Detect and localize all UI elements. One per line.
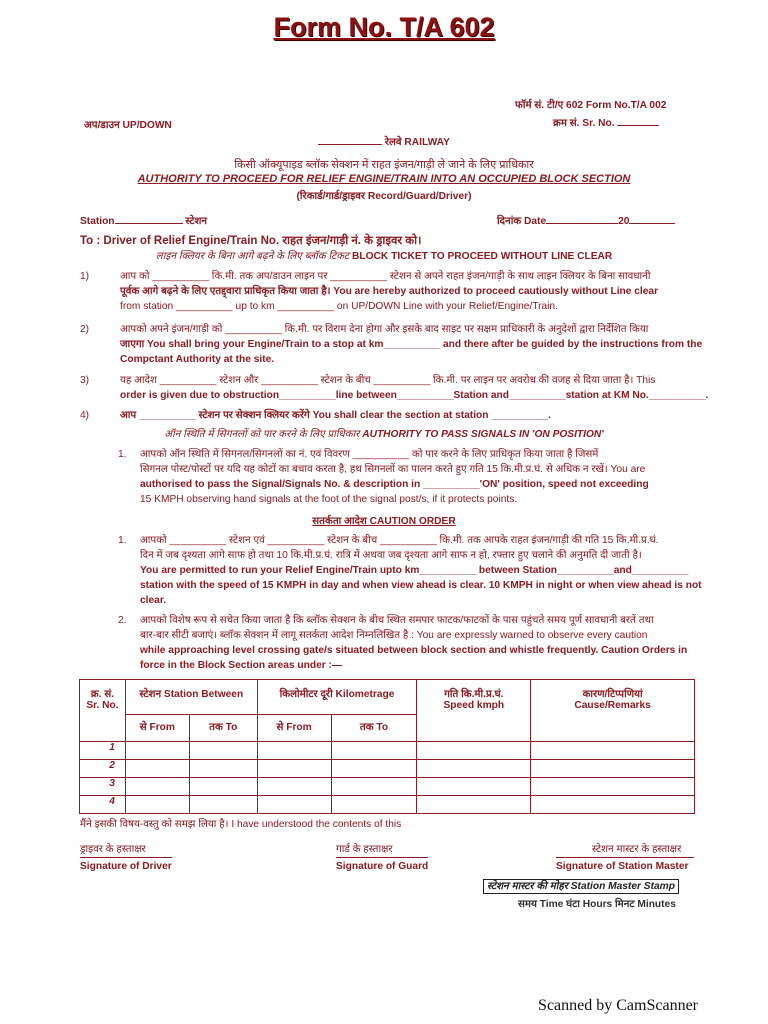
camscanner-watermark: Scanned by CamScanner — [538, 997, 698, 1014]
item-4-text: आप __________ स्टेशन पर सेक्शन क्लियर करेंगे You shall clear the section at station __________. — [120, 410, 551, 421]
signals-item-text: आपको ऑन स्थिति में सिगनल/सिगनलों का नं. एवं विवरण __________ को पार करने के लिए प्राधिकृत किया जाता है जिसमें सिगनल पोस्ट/पोस्टों पर यदि यह कोटों का बचाव करता है, हथ सिगनलों का पालन करते हुए गति 15 कि.मी.प्र.घं. से अधिक न रखें। You are authorised to pass the Signal/Signals No. & description in __________'ON' position, speed not exceeding 15 KMPH observing hand signals at the foot of the signal post/s, if it protects points. — [140, 449, 649, 505]
header-station-between: स्टेशन Station Between — [125, 680, 257, 715]
header-station-to: तक To — [189, 715, 257, 742]
header-speed: गति कि.मी.प्र.घं. Speed kmph — [417, 680, 531, 742]
header-cause-remarks: कारण/टिप्पणियां Cause/Remarks — [531, 680, 695, 742]
form-title: Form No. T/A 602 — [273, 12, 495, 42]
row-number: 2 — [80, 760, 126, 778]
guard-signature-hindi: गार्ड के हस्ताक्षर — [336, 844, 393, 855]
caution-item-2-number: 2. — [118, 615, 127, 626]
station-master-signature-label: Signature of Station Master — [556, 861, 689, 872]
guard-signature-label: Signature of Guard — [336, 861, 429, 872]
station-master-signature-hindi: स्टेशन मास्टर के हस्ताक्षर — [592, 844, 682, 855]
item-2-number: 2) — [80, 324, 90, 335]
copies-label: (रिकार्ड/गार्ड/ड्राइवर Record/Guard/Driver) — [296, 191, 472, 202]
item-3-text: यह आदेश __________ स्टेशन और __________ स्टेशन के बीच __________ कि.मी. पर लाइन पर अवरोध की वजह से दिया जाता है। This order is given due to obstruction__________line between__________Station and__________station at KM No.__________. — [120, 375, 709, 401]
station-master-stamp: स्टेशन मास्टर की मोहर Station Master Stamp — [483, 880, 679, 893]
header-sr-no: क्र. सं. Sr. No. — [80, 680, 126, 742]
heading-english: AUTHORITY TO PROCEED FOR RELIEF ENGINE/TRAIN INTO AN OCCUPIED BLOCK SECTION — [137, 173, 631, 185]
header-km-to: तक To — [331, 715, 417, 742]
header-kilometrage: किलोमीटर दूरी Kilometrage — [257, 680, 417, 715]
date-field: दिनांक Date 20 — [497, 215, 675, 228]
driver-signature-hindi: ड्राइवर के हस्ताक्षर — [80, 844, 146, 855]
row-number: 3 — [80, 778, 126, 796]
item-2-text: आपको अपने इंजन/गाड़ी को __________ कि.मी. पर विराम देना होगा और इसके बाद साइट पर सक्षम प्राधिकारी के अनुदेशों द्वारा निर्देशित किया जाएगा You shall bring your Engine/Train to a stop at km__________ and there after be guided by the instructions from the Compctant Authority at the site. — [120, 324, 703, 365]
block-ticket-heading: लाइन क्लियर के बिना आगे बढ़ने के लिए ब्लॉक टिकट BLOCK TICKET TO PROCEED WITHOUT LINE CLEAR — [155, 251, 613, 262]
understood-statement: मैंने इसकी विषय-वस्तु को समझ लिया है। I have understood the contents of this — [80, 819, 402, 830]
station-field: Station स्टेशन — [80, 216, 208, 227]
caution-order-table — [79, 679, 695, 814]
header-km-from: से From — [257, 715, 331, 742]
table-row — [80, 760, 695, 778]
item-3-number: 3) — [80, 375, 90, 386]
item-1-text: आप को __________ कि.मी. तक अप/डाउन लाइन पर __________ स्टेशन से अपने राहत इंजन/गाड़ी के साथ लाइन क्लियर के बिना सावधानी पूर्वक आगे बढ़ने के लिए एतद्द्वारा प्राधिकृत किया जाता है। You are hereby authorized to proceed cautiously without Line clear from station __________ up to km __________ on UP/DOWN Line with your Relief/Engine/Train. — [120, 271, 659, 312]
row-number: 1 — [80, 742, 126, 760]
caution-item-1-number: 1. — [118, 535, 127, 546]
signals-heading: ऑन स्थिति में सिगनलों को पार करने के लिए प्राधिकार AUTHORITY TO PASS SIGNALS IN 'ON POSITION' — [164, 429, 604, 440]
caution-heading: सतर्कता आदेश CAUTION ORDER — [312, 516, 456, 527]
serial-number-label: क्रम सं. Sr. No. — [553, 117, 659, 130]
driver-signature-line — [80, 857, 172, 858]
time-hours-minutes: समय Time घंटा Hours मिनट Minutes — [518, 899, 676, 910]
station-master-signature-line — [556, 857, 694, 858]
header-station-from: से From — [125, 715, 189, 742]
table-row — [80, 778, 695, 796]
table-row — [80, 742, 695, 760]
to-driver-line: To : Driver of Relief Engine/Train No. राहत इंजन/गाड़ी नं. के ड्राइवर को। — [80, 235, 422, 247]
signals-item-number: 1. — [118, 449, 127, 460]
guard-signature-line — [336, 857, 428, 858]
heading-hindi: किसी ऑक्यूपाइड ब्लॉक सेक्शन में राहत इंजन/गाड़ी ले जाने के लिए प्राधिकार — [234, 159, 534, 171]
up-down-label: अप/डाउन UP/DOWN — [84, 120, 172, 131]
caution-item-1-text: आपको __________ स्टेशन एवं __________ स्टेशन के बीच __________ कि.मी. तक आपके राहत इंजन/गाड़ी की गति 15 कि.मी.प्र.घं. दिन में जब दृश्यता आगे साफ हो तथा 10 कि.मी.प्र.घं. रात्रि में अथवा जब दृश्यता आगे साफ न हो, रफ्तार हुए चलाने की अनुमति दी जाती है। You are permitted to run your Relief Engine/Train upto km__________ between Station__________and__________ station with the speed of 15 KMPH in day and when view ahead is clear. 10 KMPH in night or when view ahead is not clear. — [140, 535, 702, 606]
item-4-number: 4) — [80, 410, 90, 421]
row-number: 4 — [80, 796, 126, 814]
driver-signature-label: Signature of Driver — [80, 861, 172, 872]
item-1-number: 1) — [80, 271, 90, 282]
form-number: फॉर्म सं. टी/ए 602 Form No.T/A 002 — [515, 100, 667, 111]
caution-item-2-text: आपको विशेष रूप से सचेत किया जाता है कि ब्लॉक सेक्शन के बीच स्थित समपार फाटक/फाटकों के पास पहुंचते समय पूर्ण सावधानी बरतें तथा बार-बार सीटी बजाएं। ब्लॉक सेक्शन में लागू सतर्कता आदेश निम्नलिखित है : You are expressly warned to observe every caution while approaching level crossing gate/s situated between block section and whistle frequently. Caution Orders in force in the Block Section areas under :— — [140, 615, 688, 671]
railway-label: रेलवे RAILWAY — [318, 136, 450, 149]
table-row — [80, 796, 695, 814]
